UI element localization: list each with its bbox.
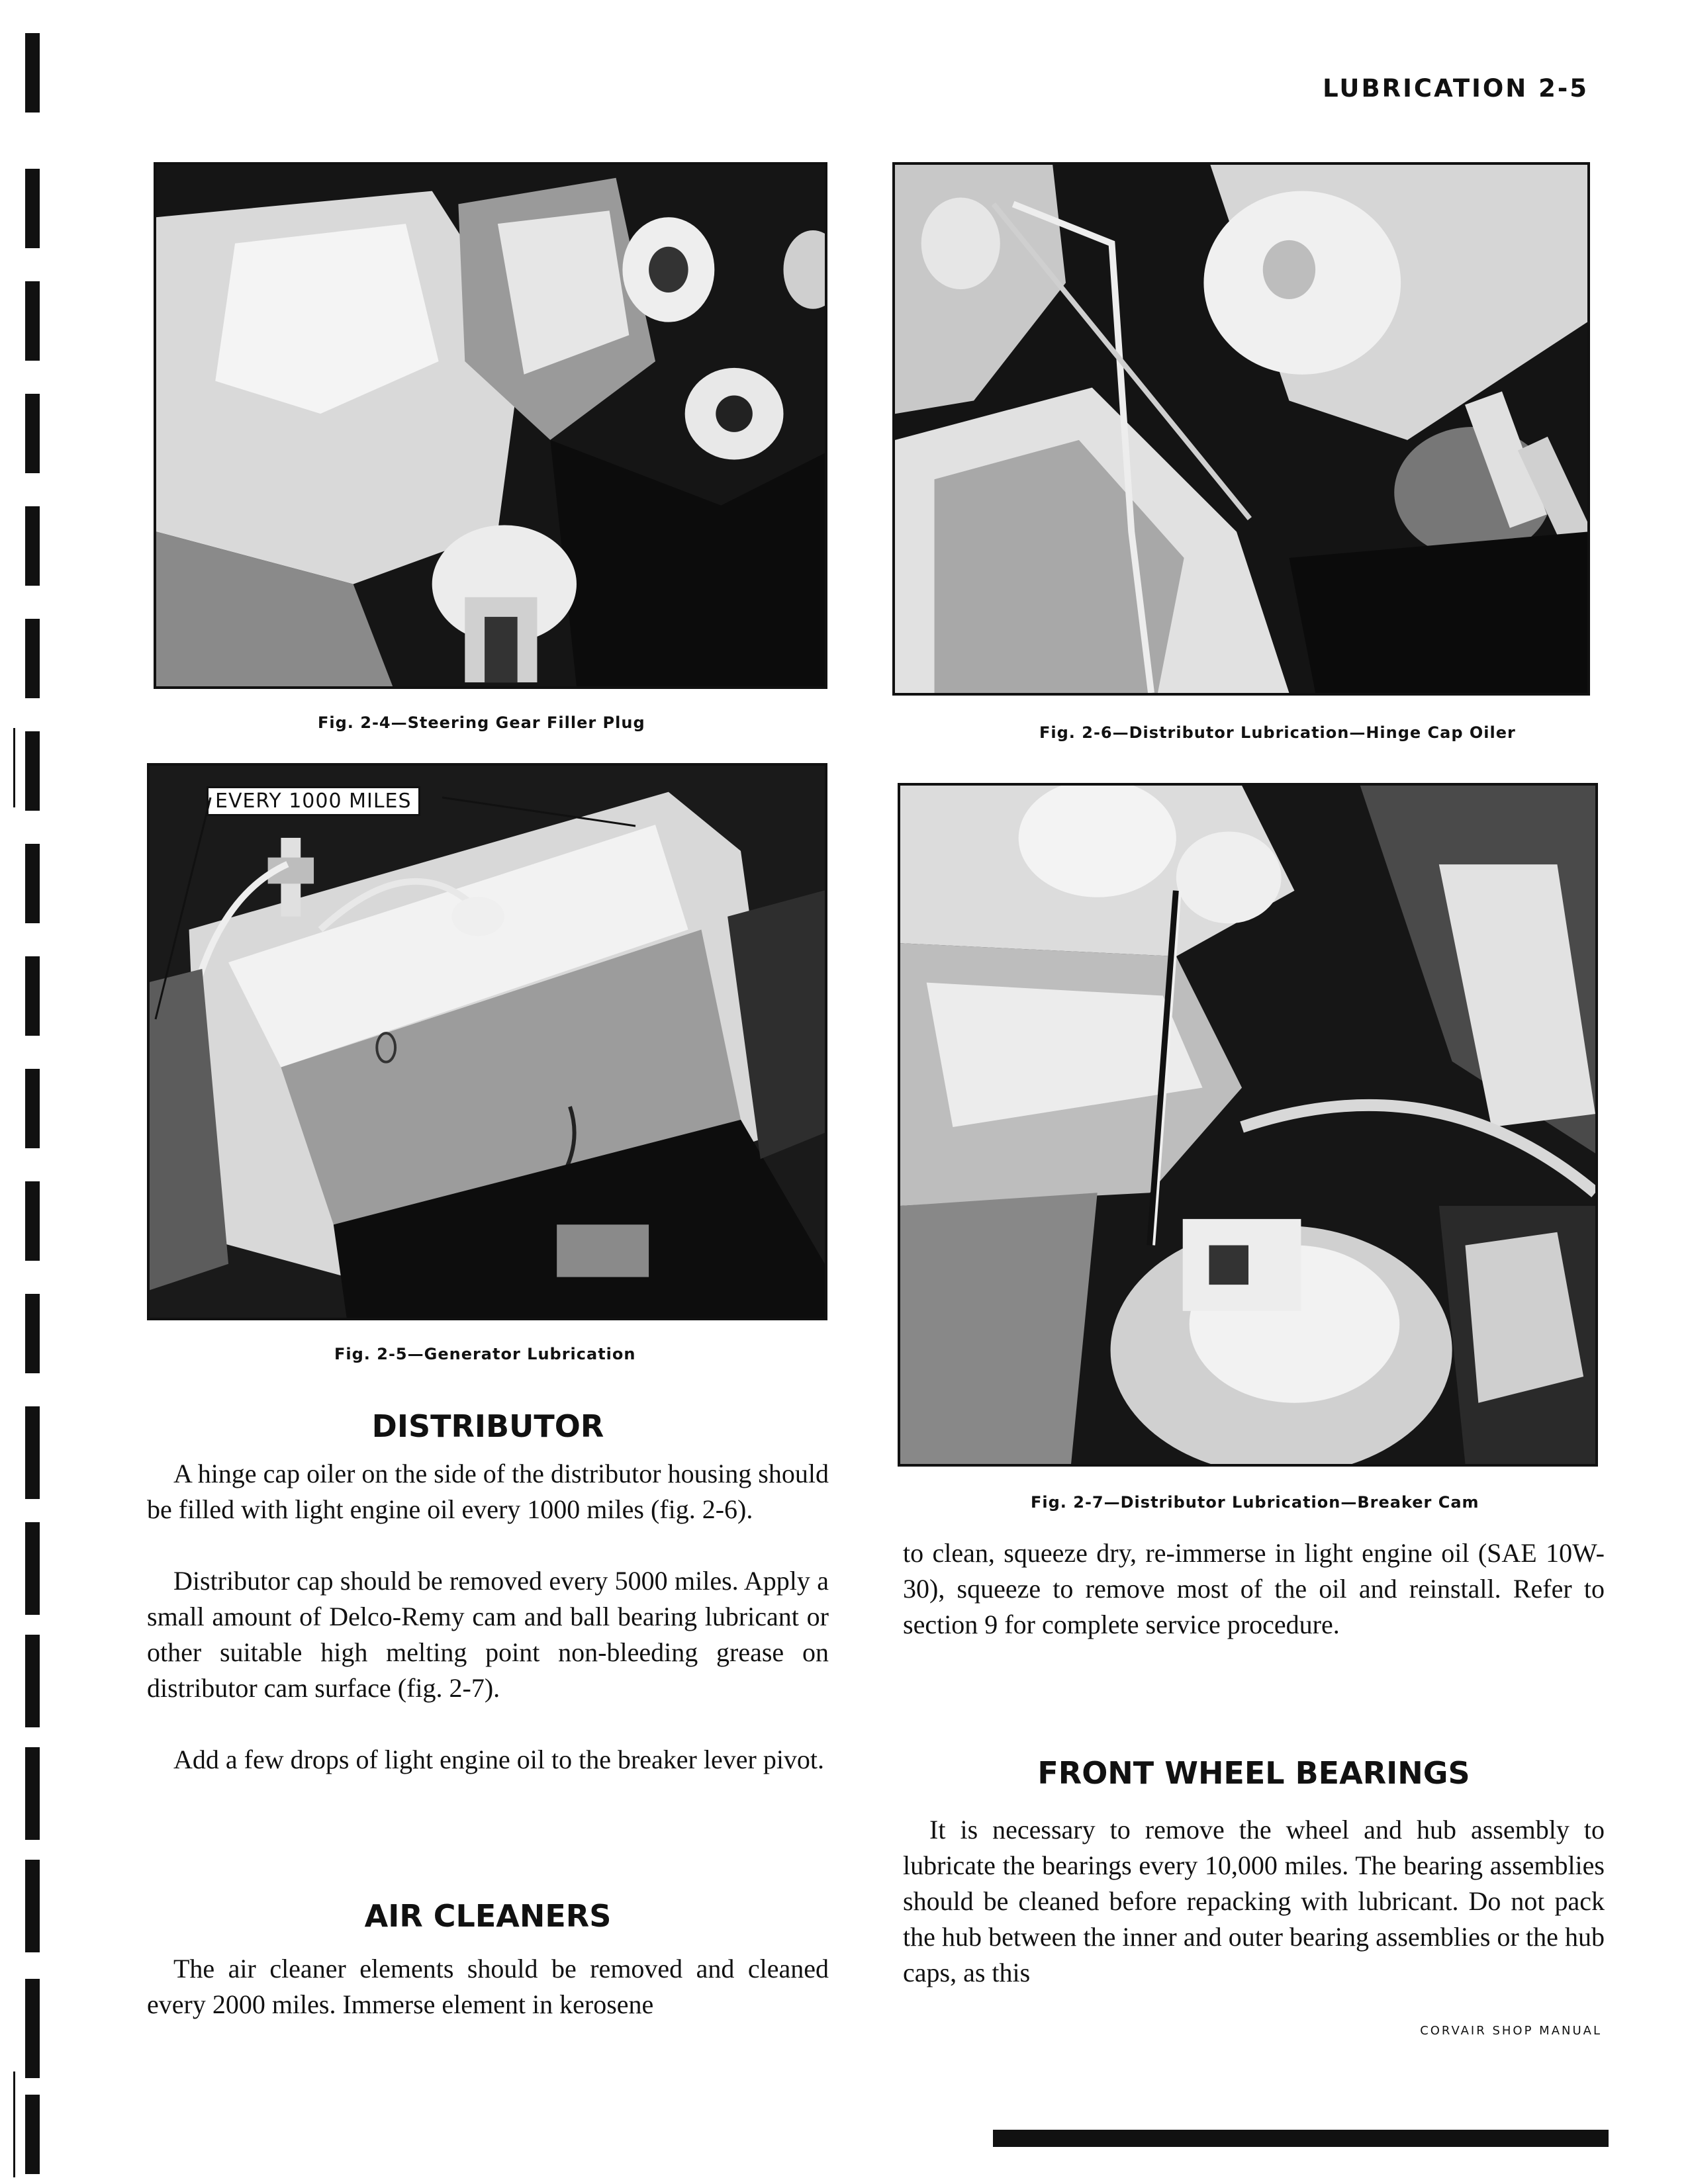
- figure-caption: Fig. 2-5—Generator Lubrication: [334, 1345, 636, 1363]
- paragraph: It is necessary to remove the wheel and hub assembly to lubricate the bearings every 10,000 miles. The bearing assemblies should be cleaned before repacking with lubricant. Do not pack the hub between the inner and outer bearing assemblies or the hub caps, as this: [903, 1815, 1605, 1987]
- callout-label: EVERY 1000 MILES: [207, 786, 420, 816]
- photo-hinge-cap-oiler: [892, 162, 1590, 696]
- binding-mark: [25, 1522, 40, 1615]
- paragraph: The air cleaner elements should be removed and cleaned every 2000 miles. Immerse element in kerosene: [147, 1954, 829, 2019]
- binding-mark: [25, 1635, 40, 1727]
- page-header: LUBRICATION 2-5: [1323, 74, 1589, 103]
- page-footer: CORVAIR SHOP MANUAL: [1420, 2024, 1602, 2038]
- binding-mark: [25, 1181, 40, 1261]
- binding-mark: [25, 33, 40, 113]
- photo-steering-gear: [154, 162, 827, 689]
- paragraph: A hinge cap oiler on the side of the distributor housing should be filled with light engine oil every 1000 miles (fig. 2-6).: [147, 1459, 829, 1524]
- binding-mark: [25, 2095, 40, 2174]
- binding-mark: [25, 844, 40, 923]
- binding-mark: [25, 1979, 40, 2078]
- bottom-rule: [993, 2130, 1609, 2147]
- figure-caption: Fig. 2-4—Steering Gear Filler Plug: [318, 713, 645, 732]
- section-heading-front-wheel-bearings: FRONT WHEEL BEARINGS: [1037, 1755, 1470, 1791]
- paragraph: Add a few drops of light engine oil to the breaker lever pivot.: [173, 1745, 825, 1774]
- figure-caption: Fig. 2-7—Distributor Lubrication—Breaker Cam: [1031, 1493, 1479, 1512]
- binding-mark: [25, 1069, 40, 1148]
- binding-mark: [25, 169, 40, 248]
- paragraph: Distributor cap should be removed every 5000 miles. Apply a small amount of Delco-Remy cam and ball bearing lubricant or other suitable high melting point non-bleeding grease on distributor cam surface (fig. 2-7).: [147, 1566, 829, 1703]
- photo-generator: [147, 763, 827, 1320]
- binding-mark: [25, 1294, 40, 1373]
- binding-mark: [25, 731, 40, 811]
- binding-mark: [25, 1860, 40, 1952]
- binding-mark: [25, 1747, 40, 1840]
- photo-breaker-cam: [898, 783, 1598, 1467]
- binding-mark: [25, 619, 40, 698]
- figure-caption: Fig. 2-6—Distributor Lubrication—Hinge Cap Oiler: [1039, 723, 1516, 742]
- binding-mark: [25, 394, 40, 473]
- section-heading-distributor: DISTRIBUTOR: [371, 1408, 604, 1444]
- binding-mark: [25, 506, 40, 586]
- binding-mark: [25, 1406, 40, 1499]
- section-heading-air-cleaners: AIR CLEANERS: [364, 1898, 612, 1934]
- binding-mark: [25, 956, 40, 1036]
- scan-hairline: [13, 728, 15, 807]
- binding-mark: [25, 281, 40, 361]
- scan-hairline: [13, 2071, 15, 2177]
- paragraph-continued: to clean, squeeze dry, re-immerse in light engine oil (SAE 10W-30), squeeze to remove most of the oil and reinstall. Refer to section 9 for complete service procedure.: [903, 1538, 1605, 1639]
